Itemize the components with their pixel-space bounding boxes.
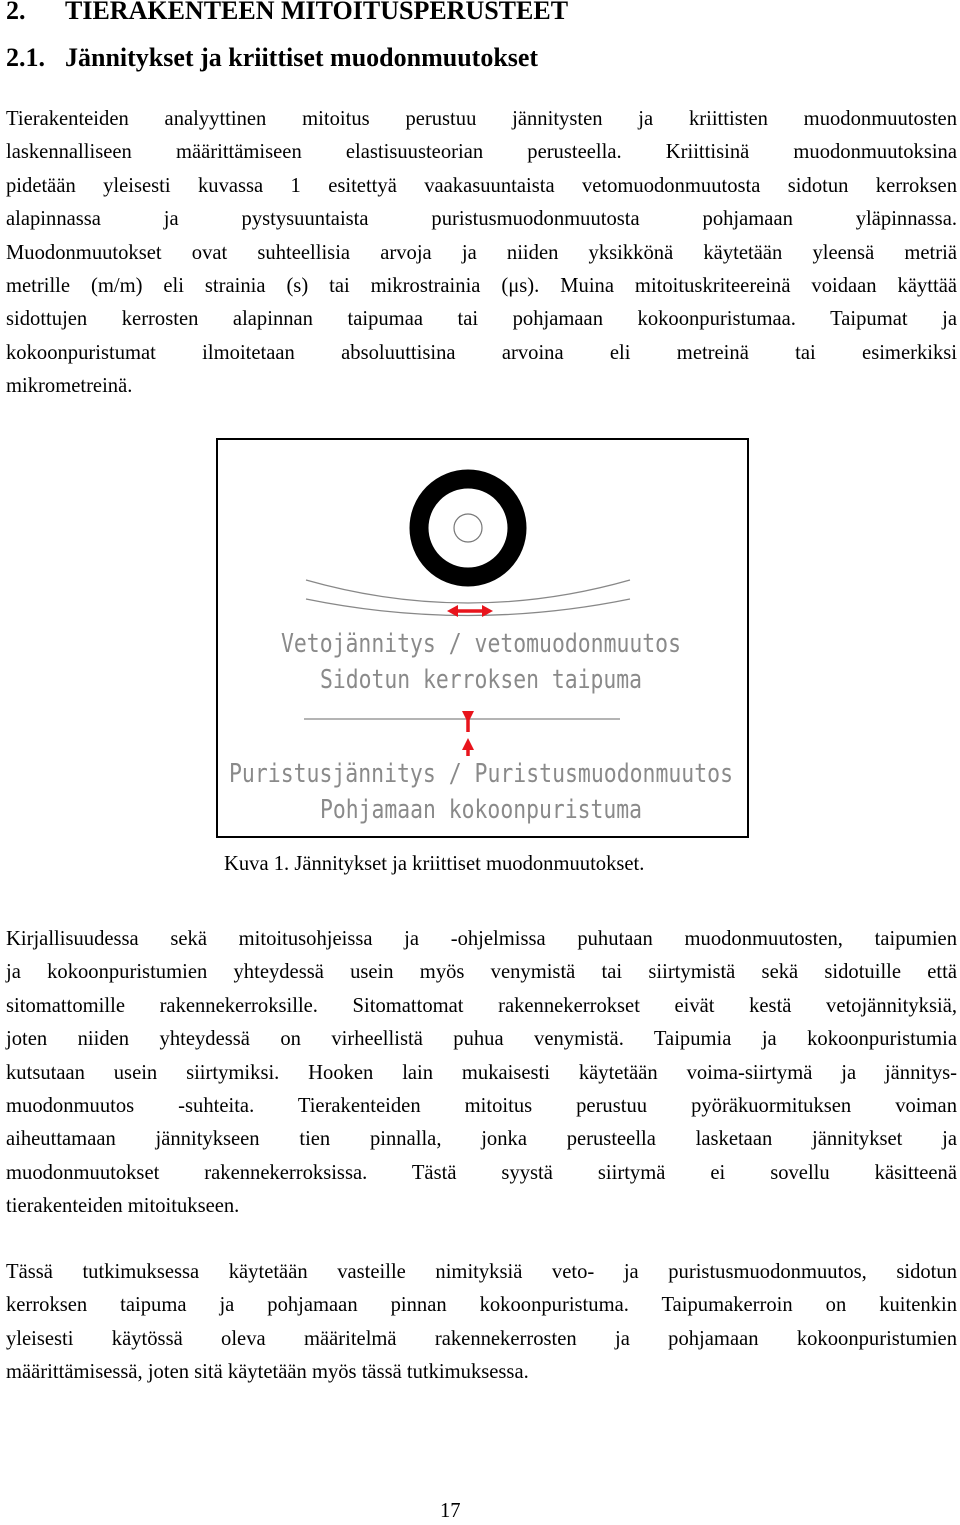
figure-caption: Kuva 1. Jännitykset ja kriittiset muodonmuutokset. xyxy=(224,853,645,875)
paragraph-line: mikrometreinä. xyxy=(6,375,133,398)
paragraph-line: ja kokoonpuristumien yhteydessä usein myös venymistä tai siirtymistä sekä sidotuille että xyxy=(6,961,957,984)
body-paragraph xyxy=(6,923,957,1224)
paragraph-line: tierakenteiden mitoitukseen. xyxy=(6,1195,240,1218)
bound-layer-bottom-line xyxy=(306,599,630,616)
closing-paragraph xyxy=(6,1256,957,1390)
compression-label: Puristusjännitys / Puristusmuodonmuutos xyxy=(229,759,733,789)
chapter-heading xyxy=(6,0,568,26)
paragraph-line: muodonmuutokset rakennekerroksissa. Tästä syystä siirtymä ei sovellu käsitteenä xyxy=(6,1161,957,1184)
paragraph-line: joten niiden yhteydessä on virheellistä puhua venymistä. Taipumia ja kokoonpuristumia xyxy=(6,1028,957,1051)
paragraph-line: kutsutaan usein siirtymiksi. Hooken lain mukaisesti käytetään voima-siirtymä ja jännitys- xyxy=(6,1061,957,1084)
paragraph-line: laskennalliseen määrittämiseen elastisuusteorian perusteella. Kriittisinä muodonmuutoksina xyxy=(6,141,957,164)
chapter-number: 2. xyxy=(6,0,26,25)
figure-frame xyxy=(216,438,749,838)
paragraph-line: kerroksen taipuma ja pohjamaan pinnan kokoonpuristuma. Taipumakerroin on kuitenkin xyxy=(6,1294,957,1317)
tension-label: Vetojännitys / vetomuodonmuutos xyxy=(281,629,681,659)
page-number: 17 xyxy=(440,1500,461,1522)
deflection-label: Sidotun kerroksen taipuma xyxy=(320,665,642,695)
wheel-hub-icon xyxy=(454,514,482,542)
stress-strain-diagram xyxy=(218,440,747,836)
paragraph-line: määrittämisessä, joten sitä käytetään myös tässä tutkimuksessa. xyxy=(6,1361,529,1384)
section-heading xyxy=(6,43,538,73)
paragraph-line: sitomattomille rakennekerroksille. Sitomattomat rakennekerrokset eivät kestä vetojännityksiä, xyxy=(6,994,957,1017)
paragraph-line: Muodonmuutokset ovat suhteellisia arvoja ja niiden yksikkönä käytetään yleensä metriä xyxy=(6,241,957,264)
paragraph-line: Kirjallisuudessa sekä mitoitusohjeissa ja -ohjelmissa puhutaan muodonmuutosten, taipumien xyxy=(6,928,957,950)
paragraph-line: sidottujen kerrosten alapinnan taipumaa tai pohjamaan kokoonpuristumaa. Taipumat ja xyxy=(6,308,957,331)
subgrade-label: Pohjamaan kokoonpuristuma xyxy=(320,795,642,825)
paragraph-line: Tierakenteiden analyyttinen mitoitus perustuu jännitysten ja kriittisten muodonmuutosten xyxy=(6,108,957,130)
paragraph-line: yleisesti käytössä oleva määritelmä rakennekerrosten ja pohjamaan kokoonpuristumien xyxy=(6,1327,957,1350)
section-number: 2.1. xyxy=(6,43,45,72)
paragraph-line: kokoonpuristumat ilmoitetaan absoluuttisina arvoina eli metreinä tai esimerkiksi xyxy=(6,341,957,364)
vertical-compression-arrow-icon xyxy=(462,711,474,756)
paragraph-line: pidetään yleisesti kuvassa 1 esitettyä vaakasuuntaista vetomuodonmuutosta sidotun kerroksen xyxy=(6,174,957,197)
intro-paragraph xyxy=(6,103,957,404)
chapter-title: TIERAKENTEEN MITOITUSPERUSTEET xyxy=(65,0,569,25)
paragraph-line: muodonmuutos -suhteita. Tierakenteiden mitoitus perustuu pyöräkuormituksen voiman xyxy=(6,1095,957,1118)
paragraph-line: aiheuttamaan jännitykseen tien pinnalla, jonka perusteella lasketaan jännitykset ja xyxy=(6,1128,957,1151)
paragraph-line: Tässä tutkimuksessa käytetään vasteille nimityksiä veto- ja puristusmuodonmuutos, sidotun xyxy=(6,1261,957,1283)
section-title: Jännitykset ja kriittiset muodonmuutokset xyxy=(65,43,539,72)
paragraph-line: alapinnassa ja pystysuuntaista puristusmuodonmuutosta pohjamaan yläpinnassa. xyxy=(6,208,957,231)
paragraph-line: metrille (m/m) eli strainia (s) tai mikrostrainia (μs). Muina mitoituskriteereinä voidaan käyttää xyxy=(6,275,957,298)
